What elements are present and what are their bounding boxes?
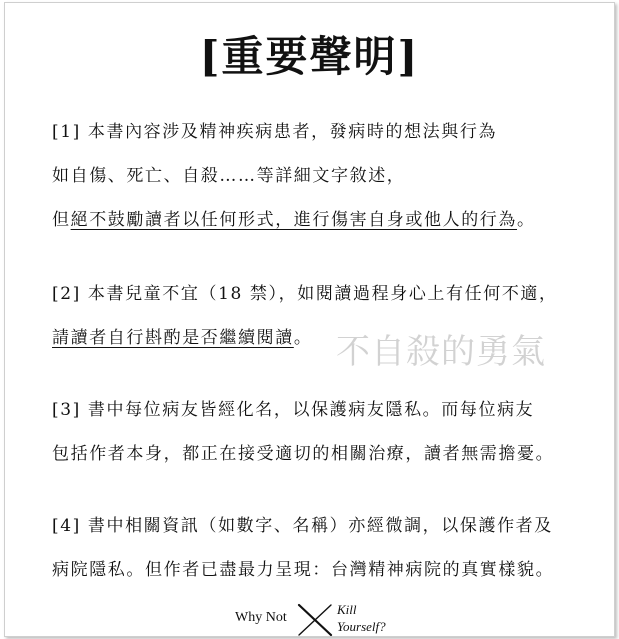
notice-1-line-3-suffix: 。 bbox=[517, 210, 536, 230]
brand-logo bbox=[235, 601, 405, 639]
notice-1-line-1: [1] 本書內容涉及精神疾病患者，發病時的想法與行為 bbox=[52, 122, 498, 142]
notice-3-line-2: 包括作者本身，都正在接受適切的相關治療，讀者無需擔憂。 bbox=[52, 444, 555, 464]
page-title: [重要聲明] bbox=[199, 32, 420, 81]
document-page bbox=[4, 2, 615, 637]
notice-1-underlined-text: 絕不鼓勵讀者以任何形式，進行傷害自身或他人的行為 bbox=[70, 210, 518, 230]
watermark-text: 不自殺的勇氣 bbox=[336, 332, 546, 372]
notice-1-line-3-prefix: 但 bbox=[52, 210, 71, 230]
logo-text-why-not: Why Not bbox=[235, 610, 287, 625]
notice-2-underlined-text: 請讀者自行斟酌是否繼續閱讀 bbox=[52, 328, 294, 348]
notice-2-line-1: [2] 本書兒童不宜（18 禁），如閱讀過程身心上有任何不適， bbox=[52, 284, 558, 304]
notice-4-line-2: 病院隱私。但作者已盡最力呈現：台灣精神病院的真實樣貌。 bbox=[52, 560, 555, 580]
logo-text-kill: Kill bbox=[337, 602, 357, 617]
notice-4-line-1: [4] 書中相關資訊（如數字、名稱）亦經微調，以保護作者及 bbox=[52, 516, 553, 536]
notice-2-line-2-suffix: 。 bbox=[293, 328, 313, 348]
notice-1-line-2: 如自傷、死亡、自殺……等詳細文字敘述， bbox=[52, 166, 406, 186]
logo-text-yourself: Yourself? bbox=[337, 619, 386, 634]
x-cross-icon bbox=[295, 602, 335, 638]
notice-2-line-2 bbox=[52, 327, 312, 349]
notice-1-line-3 bbox=[52, 209, 536, 231]
notice-3-line-1: [3] 書中每位病友皆經化名，以保護病友隱私。而每位病友 bbox=[52, 400, 535, 420]
